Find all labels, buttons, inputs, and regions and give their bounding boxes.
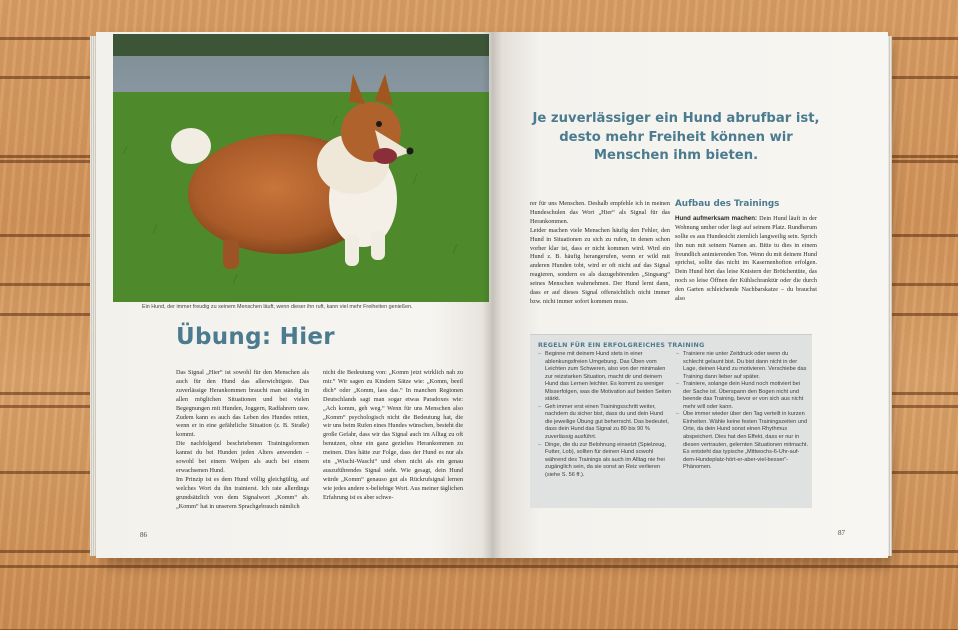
- pull-quote: Je zuverlässiger ein Hund abrufbar ist, desto mehr Freiheit können wir Menschen ihm bieten.: [532, 111, 820, 163]
- paragraph: Im Prinzip ist es dem Hund völlig gleichgültig, auf welches Wort du ihn trainierst. Ich rate allerdings grundsätzlich von dem Signalwort „Komm“ ab. „Komm“ hat in unserem Sprachgebrauch nämlich: [176, 475, 309, 510]
- rule-item: – Trainiere, solange dein Hund noch motiviert bei der Sache ist. Überspann den Bogen nicht und beende das Training, bevor er von sich aus nicht mehr will oder kann.: [676, 381, 808, 411]
- paragraph: rer für uns Menschen. Deshalb empfehle ich in meinen Hundeschulen das Wort „Hier“ als Signal für das Herankommen.: [530, 200, 670, 225]
- rules-column-2: [676, 351, 808, 472]
- chapter-title: Übung: Hier: [176, 324, 335, 350]
- rule-item: – Beginne mit deinem Hund stets in einer ablenkungsfreien Umgebung. Das Üben vom Leichten zum Schweren, also von der minimalen zur reizstarken Situation, macht dir und deinem Hund das Lernen leichter. Es kommt zu weniger Misserfolgen, was die Motivation auf beiden Seiten stärkt.: [538, 351, 672, 404]
- paragraph: Das Signal „Hier“ ist sowohl für den Menschen als auch für den Hund das allerwichtigste. Das zuverlässige Herankommen braucht man ständig in allen möglichen Situationen und bei vielen Begegnungen mit Hunden, Joggern, Radfahrern usw. Zudem kann es auch das Leben des Hundes retten, wenn er in eine gefährliche Situation (z. B. Straße) kommt.: [176, 369, 309, 439]
- training-heading: Aufbau des Trainings: [675, 199, 780, 209]
- rule-item: – Geh immer erst einen Trainingsschritt weiter, nachdem du sicher bist, dass du und dein Hund die jeweilige Übung gut beherrscht. Das bedeutet, dass dein Hund das Signal zu 80 bis 90 % zuverlässig ausführt.: [538, 404, 672, 442]
- page-number-right: 87: [838, 529, 845, 537]
- book-gutter: [482, 32, 502, 558]
- photo-caption: Ein Hund, der immer freudig zu seinem Menschen läuft, wenn dieser ihn ruft, kann viel mehr Freiheiten genießen.: [142, 304, 413, 310]
- dog-photo: [113, 34, 489, 302]
- left-page: [96, 32, 492, 558]
- rules-box: [530, 334, 812, 508]
- rule-item: – Übe immer wieder über den Tag verteilt in kurzen Einheiten. Wähle keine festen Trainingszeiten und Orte, da dein Hund sonst einen Rhythmus abspeichert. Dies hat den Effekt, dass er nur in diesen vertrauten, gelernten Situationen mitmacht. Es entsteht das typische „Mittwochs-6-Uhr-auf-dem-Hundeplatz-hört-er-aber-viel-besser“-Phänomen.: [676, 411, 808, 471]
- page-number-left: 86: [140, 531, 147, 539]
- rules-column-1: [538, 351, 672, 479]
- body-column-left-2: [323, 369, 463, 503]
- training-lead: Hund aufmerksam machen:: [675, 214, 758, 222]
- rule-item: – Trainiere nie unter Zeitdruck oder wenn du schlecht gelaunt bist. Du bist dann nicht in der Lage, deinen Hund zu motivieren. Verschiebe das Training dann lieber auf später.: [676, 351, 808, 381]
- paragraph: Leider machen viele Menschen häufig den Fehler, den Hund in Situationen zu sich zu rufen, in denen schon vorher klar ist, dass er nicht kommen wird. Wird ein Hund z. B. häufig herangerufen, wenn er wild mit anderen Hunden tobt, wird er oft nicht auf das Signal reagieren, sondern es als dazugehörenden „Singsang“ seines Menschen wahrnehmen. Der Hund lernt dann, dass er auf dieses Signal offensichtlich nicht immer bzw. nicht immer sofort kommen muss.: [530, 226, 670, 305]
- dog-photo-illustration: [113, 34, 489, 302]
- body-column-right-2: [675, 200, 817, 304]
- training-text: Dein Hund läuft in der Wohnung umher oder liegt auf seinem Platz. Rundherum sollte es aus Hundesicht ziemlich langweilig sein. Sprich ihn nun mit seinem Namen an. Bitte tu dies in einem freundlich animierenden Ton. Wenn du mit deinem Hund sprichst, sollte das nicht im Kasernenhofton erfolgen. Dein Hund hört das leise Knistern der Brötchentüte, das noch so leise Öffnen der Kühlschranktür oder die durch den Garten schleichende Nachbarskatze – du brauchst also: [675, 214, 817, 303]
- body-column-left-1: [176, 369, 309, 512]
- paragraph: Die nachfolgend beschriebenen Trainingsformen kannst du bei Hunden jeden Alters anwenden – sowohl bei einem Welpen als auch bei einem erwachsenen Hund.: [176, 440, 309, 474]
- body-column-right-1: [530, 200, 670, 307]
- rule-item: – Dinge, die du zur Belohnung einsetzt (Spielzeug, Futter, Lob), sollten für deinen Hund sowohl während des Trainings als auch im Alltag nie frei zugänglich sein, da sie sonst an Reiz verlieren (siehe S. 56 ff.).: [538, 442, 672, 480]
- open-book: [96, 30, 888, 558]
- paragraph: [675, 215, 817, 304]
- paragraph: nicht die Bedeutung von: „Komm jetzt wirklich nah zu mir.“ Wir sagen zu Kindern Sätze wie: „Komm, beeil dich“ oder „Komm, lass das.“ In manchen Regionen Deutschlands sagt man sogar etwas Paradoxes wie: „Ach komm, geh weg.“ Wenn für uns Menschen also „Komm“ psychologisch nicht die Bedeutung hat, die wir uns beim Rufen eines Hundes wünschen, besteht die große Gefahr, dass wir das Signal auch im Alltag zu oft benutzen, ohne ein ganz gezieltes Herankommen zu meinen. Dies hätte zur Folge, dass der Hund es nur als ein „Wischi-Waschi“ und eben nicht als ein genau auszuführendes Signal sieht. Wie gesagt, dein Hund würde „Komm“ genauso gut als Rückrufsignal lernen wie jedes andere x-beliebige Wort. Aus meiner täglichen Erfahrung ist es aber schwe-: [323, 369, 463, 501]
- rules-heading: REGELN FÜR EIN ERFOLGREICHES TRAINING: [538, 342, 705, 349]
